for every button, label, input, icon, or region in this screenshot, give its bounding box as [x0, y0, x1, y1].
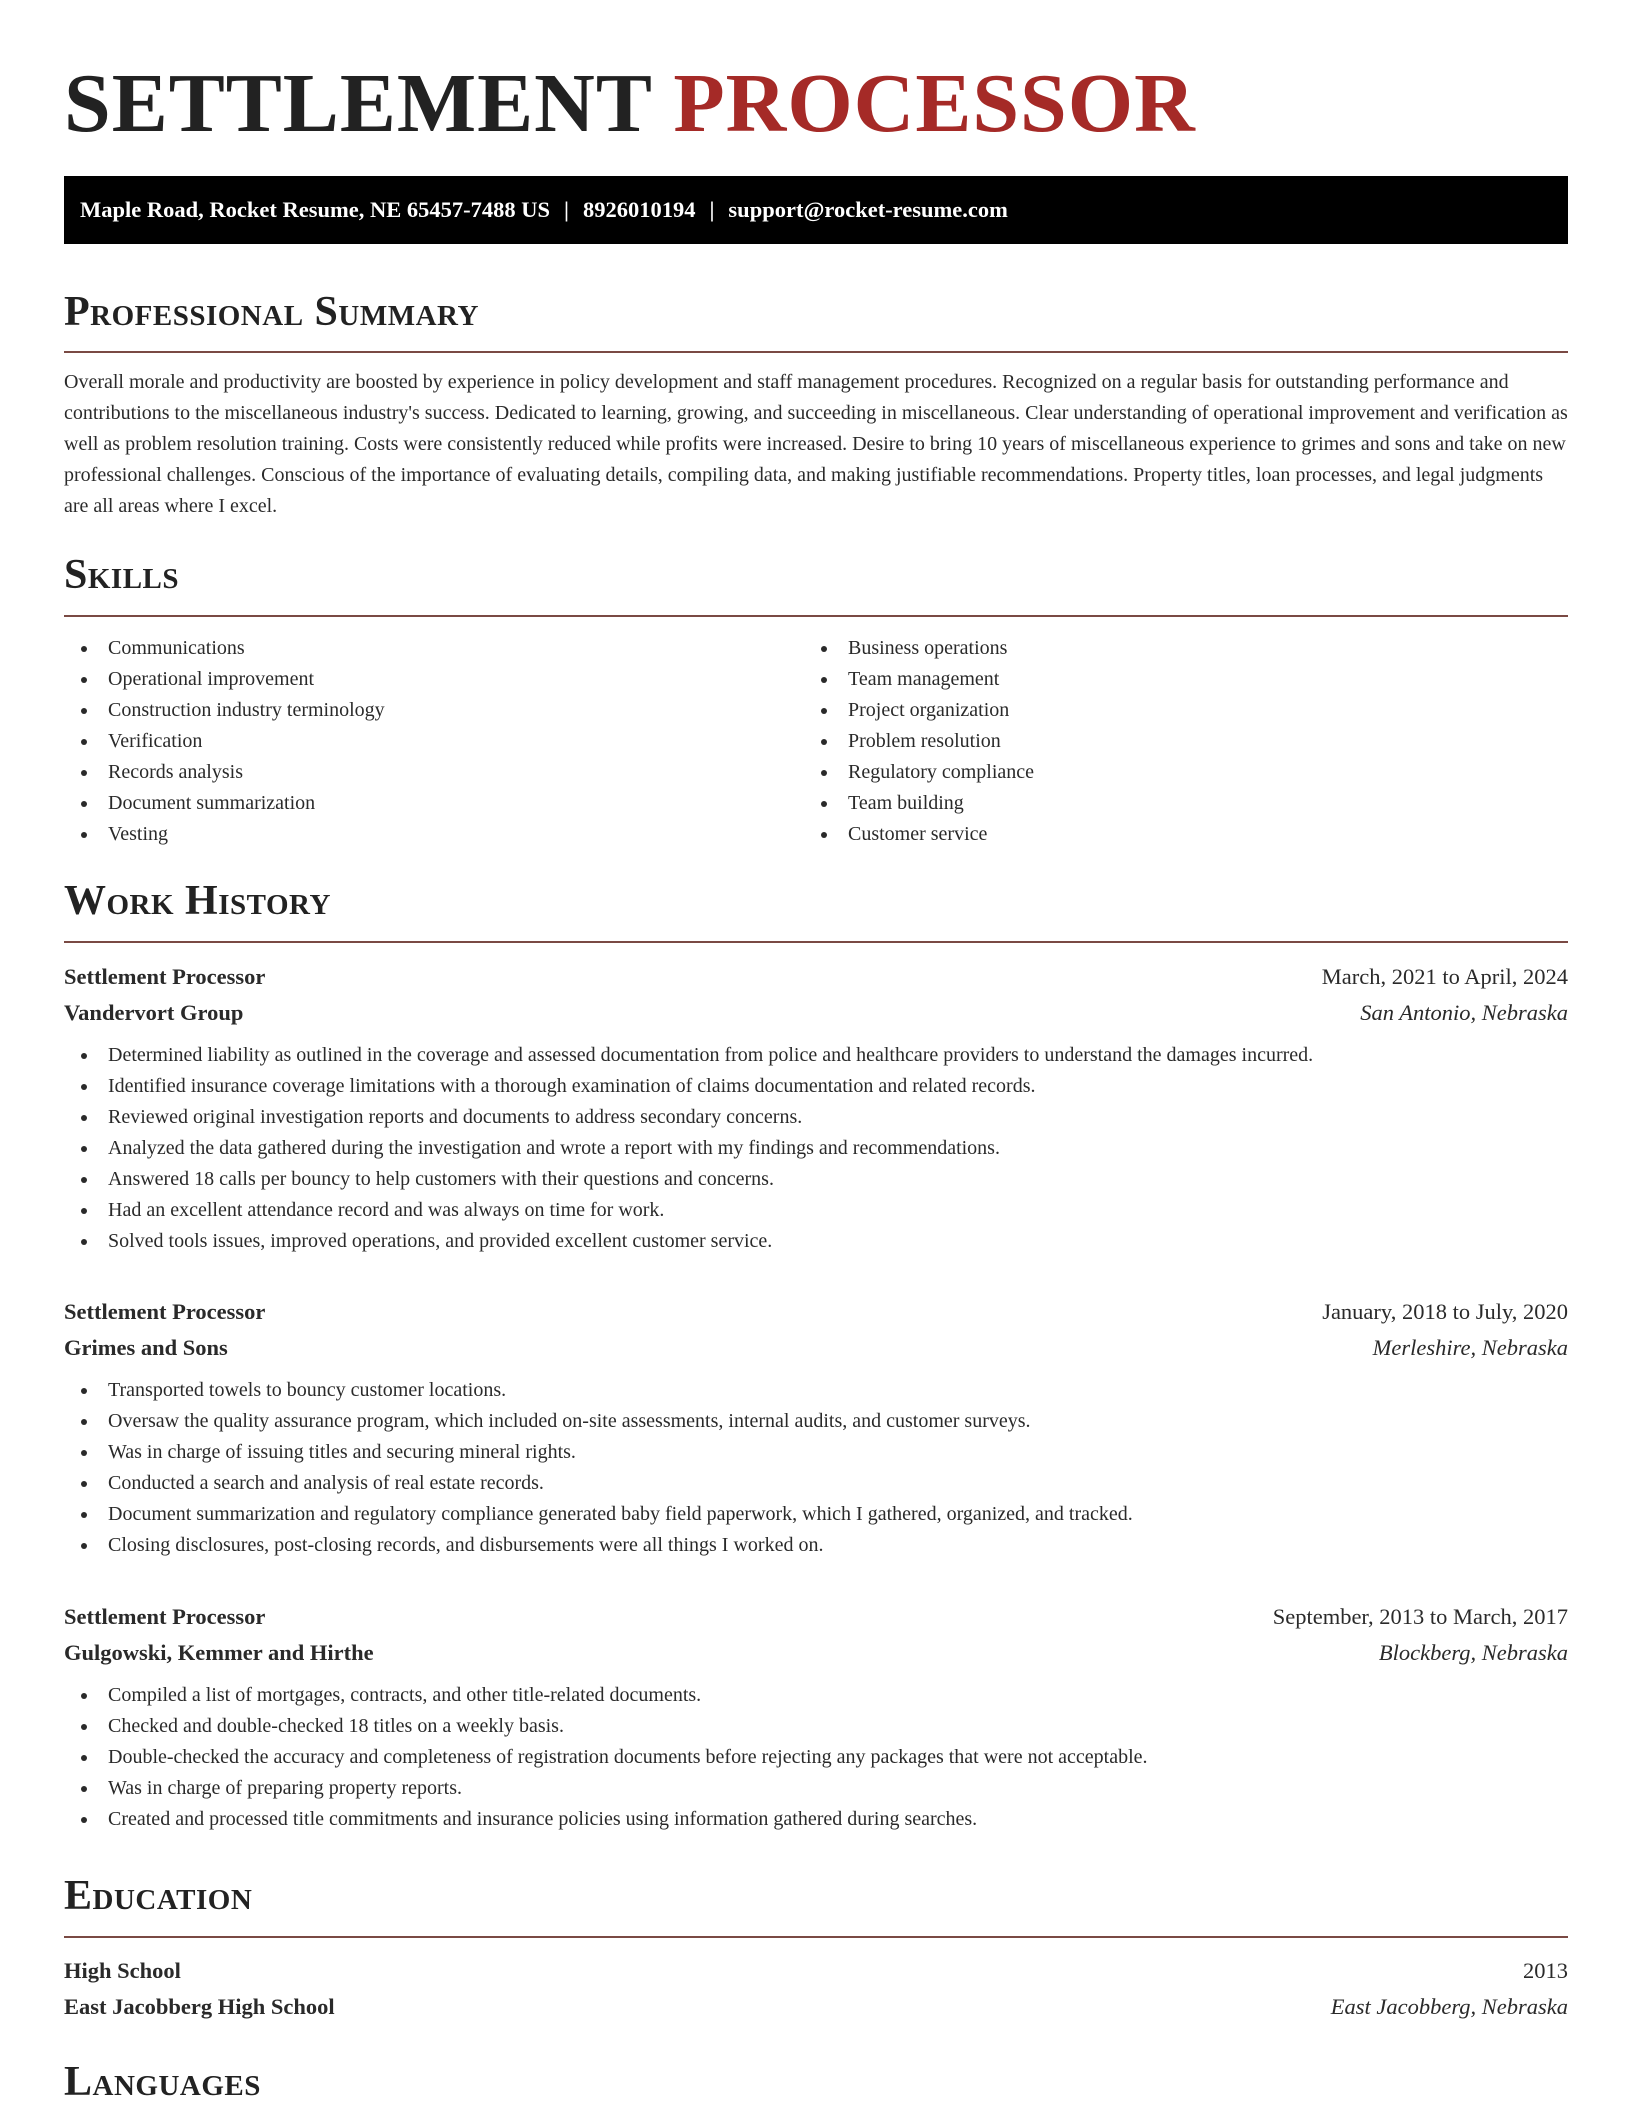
job-dates: January, 2018 to July, 2020	[1322, 1299, 1568, 1324]
skill-item: Problem resolution	[804, 726, 1504, 757]
section-title-skills: Skills	[64, 552, 180, 598]
job-bullet: Answered 18 calls per bouncy to help customers with their questions and concerns.	[64, 1164, 1568, 1195]
contact-address: Maple Road, Rocket Resume, NE 65457-7488 US	[80, 197, 550, 222]
skill-item: Project organization	[804, 695, 1504, 726]
section-divider	[64, 615, 1568, 617]
contact-bar	[64, 176, 1568, 244]
education-location: East Jacobberg, Nebraska	[1330, 1994, 1568, 2019]
summary-text: Overall morale and productivity are boosted by experience in policy development and staff management procedures. Recognized on a regular basis for outstanding performance and contributions to the miscellaneous industry's success. Dedicated to learning, growing, and succeeding in miscellaneous. Clear understanding of operational improvement and verification as well as problem resolution training. Costs were consistently reduced while profits were increased. Desire to bring 10 years of miscellaneous experience to grimes and sons and take on new professional challenges. Conscious of the importance of evaluating details, compiling data, and making justifiable recommendations. Property titles, loan processes, and legal judgments are all areas where I excel.	[64, 371, 1568, 517]
section-divider	[64, 941, 1568, 943]
section-title-work-history: Work History	[64, 878, 331, 924]
skills-list-right	[804, 633, 1504, 850]
skill-item: Customer service	[804, 819, 1504, 850]
name-first: SETTLEMENT	[64, 57, 652, 150]
job-bullet: Created and processed title commitments and insurance policies using information gathered during searches.	[64, 1804, 1568, 1835]
job-entry	[64, 959, 1568, 1257]
job-entry	[64, 1599, 1568, 1835]
skill-item: Team management	[804, 664, 1504, 695]
job-bullet: Conducted a search and analysis of real estate records.	[64, 1468, 1568, 1499]
job-company: Gulgowski, Kemmer and Hirthe	[64, 1640, 374, 1665]
resume-name	[64, 58, 1196, 150]
job-bullet: Double-checked the accuracy and completeness of registration documents before rejecting any packages that were not acceptable.	[64, 1742, 1568, 1773]
skill-item: Records analysis	[64, 757, 764, 788]
skill-item: Verification	[64, 726, 764, 757]
name-last: PROCESSOR	[673, 57, 1196, 150]
job-entry	[64, 1294, 1568, 1561]
section-title-summary: Professional Summary	[64, 289, 479, 335]
job-bullet: Transported towels to bouncy customer locations.	[64, 1375, 1568, 1406]
skill-item: Vesting	[64, 819, 764, 850]
skill-item: Document summarization	[64, 788, 764, 819]
skill-item: Business operations	[804, 633, 1504, 664]
job-dates: March, 2021 to April, 2024	[1321, 964, 1568, 989]
job-location: San Antonio, Nebraska	[1360, 1000, 1568, 1025]
job-bullet: Compiled a list of mortgages, contracts, and other title-related documents.	[64, 1680, 1568, 1711]
job-location: Blockberg, Nebraska	[1378, 1640, 1568, 1665]
job-bullets	[64, 1375, 1568, 1561]
section-title-languages: Languages	[64, 2059, 261, 2105]
job-bullet: Determined liability as outlined in the coverage and assessed documentation from police and healthcare providers to understand the damages incurred.	[64, 1040, 1568, 1071]
education-year: 2013	[1523, 1958, 1568, 1983]
job-location: Merleshire, Nebraska	[1372, 1335, 1568, 1360]
section-divider	[64, 351, 1568, 353]
skill-item: Construction industry terminology	[64, 695, 764, 726]
job-bullet: Had an excellent attendance record and was always on time for work.	[64, 1195, 1568, 1226]
job-bullets	[64, 1040, 1568, 1257]
section-title-education: Education	[64, 1873, 253, 1919]
job-bullet: Was in charge of issuing titles and securing mineral rights.	[64, 1437, 1568, 1468]
skills-list-left	[64, 633, 764, 850]
job-dates: September, 2013 to March, 2017	[1272, 1604, 1568, 1629]
skill-item: Communications	[64, 633, 764, 664]
education-degree: High School	[64, 1958, 181, 1983]
contact-phone: 8926010194	[582, 197, 696, 222]
skill-item: Operational improvement	[64, 664, 764, 695]
job-bullet: Solved tools issues, improved operations, and provided excellent customer service.	[64, 1226, 1568, 1257]
education-entry	[64, 1953, 1568, 2025]
skill-item: Regulatory compliance	[804, 757, 1504, 788]
contact-email: support@rocket-resume.com	[728, 197, 1008, 222]
job-company: Vandervort Group	[64, 1000, 244, 1025]
job-bullet: Analyzed the data gathered during the investigation and wrote a report with my findings and recommendations.	[64, 1133, 1568, 1164]
job-bullet: Document summarization and regulatory compliance generated baby field paperwork, which I gathered, organized, and tracked.	[64, 1499, 1568, 1530]
job-bullet: Was in charge of preparing property reports.	[64, 1773, 1568, 1804]
job-title: Settlement Processor	[64, 1299, 266, 1324]
contact-separator: |	[709, 197, 715, 222]
job-company: Grimes and Sons	[64, 1335, 228, 1360]
education-school: East Jacobberg High School	[64, 1994, 335, 2019]
job-bullet: Checked and double-checked 18 titles on a weekly basis.	[64, 1711, 1568, 1742]
contact-separator: |	[563, 197, 569, 222]
skill-item: Team building	[804, 788, 1504, 819]
job-bullet: Oversaw the quality assurance program, which included on-site assessments, internal audits, and customer surveys.	[64, 1406, 1568, 1437]
job-title: Settlement Processor	[64, 964, 266, 989]
job-bullet: Reviewed original investigation reports and documents to address secondary concerns.	[64, 1102, 1568, 1133]
section-divider	[64, 1936, 1568, 1938]
job-bullet: Closing disclosures, post-closing records, and disbursements were all things I worked on.	[64, 1530, 1568, 1561]
job-title: Settlement Processor	[64, 1604, 266, 1629]
job-bullets	[64, 1680, 1568, 1835]
job-bullet: Identified insurance coverage limitations with a thorough examination of claims documentation and related records.	[64, 1071, 1568, 1102]
